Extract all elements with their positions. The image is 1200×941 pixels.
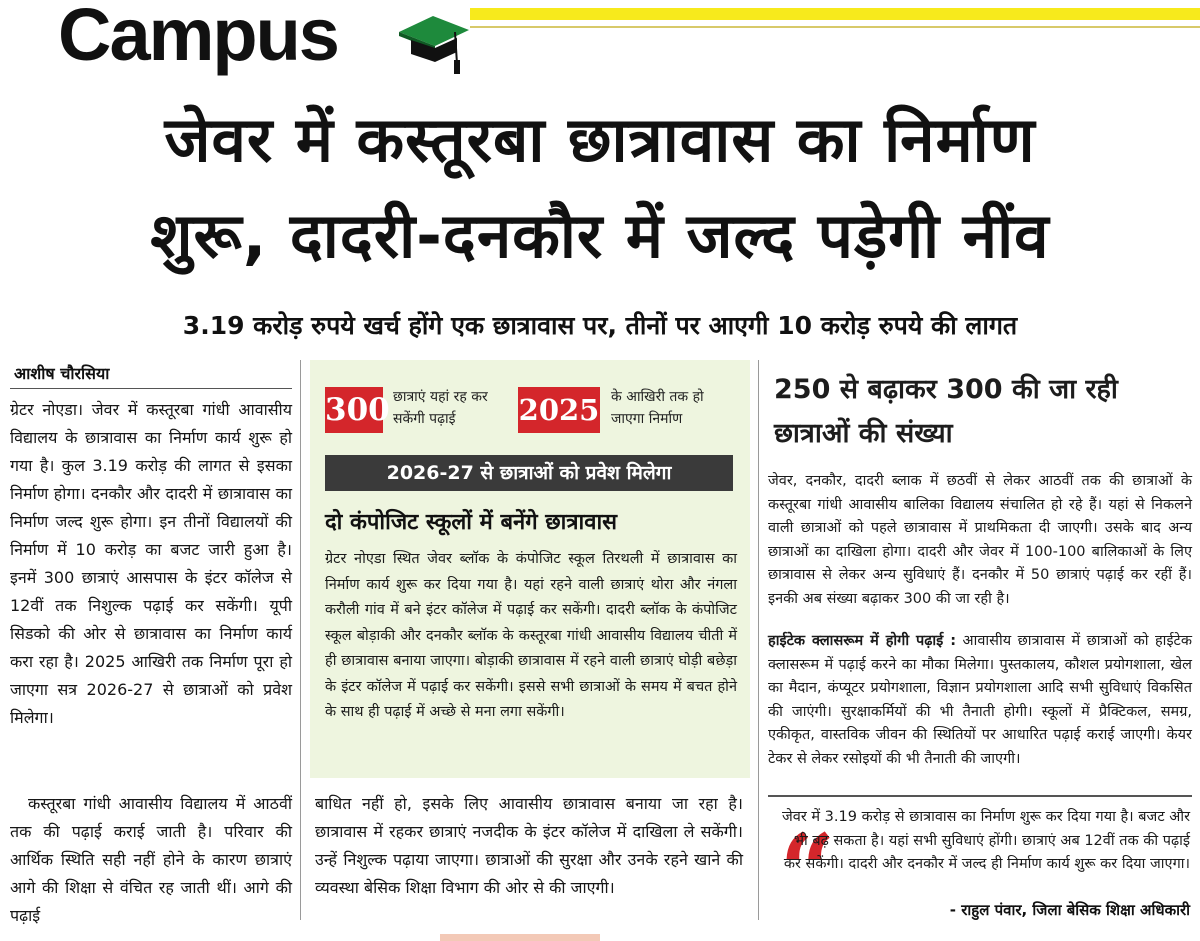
masthead bbox=[0, 0, 1200, 82]
byline: आशीष चौरसिया bbox=[14, 364, 110, 383]
headline-line-1: जेवर में कस्तूरबा छात्रावास का निर्माण bbox=[164, 103, 1036, 176]
column-divider bbox=[300, 360, 301, 920]
next-article-strip bbox=[440, 934, 600, 941]
side-paragraph-1: जेवर, दनकौर, दादरी ब्लाक में छठवीं से लेकर आठवीं तक की छात्राओं के कस्तूरबा गांधी आवासीय बालिका विद्यालय संचालित हो रहे हैं। यहां से निकलने वाली छात्राओं को पहले छात्रावास में प्राथमिकता दी जाएगी। उसके बाद अन्य छात्राओं का दाखिला होगा। दादरी और जेवर में 100-100 बालिकाओं के लिए छात्रावास से लेकर अन्य सुविधाएं हैं। दनकौर में 50 छात्राएं पढ़ाई कर रहीं हैं। इनकी अब संख्या बढ़ाकर 300 की जा रही है। bbox=[768, 473, 1192, 607]
masthead-yellow-band bbox=[470, 8, 1200, 20]
side-paragraph-2 bbox=[768, 630, 1192, 771]
stat-badge-2025-caption: के आखिरी तक हो जाएगा निर्माण bbox=[611, 389, 704, 427]
article-paragraph-2: कस्तूरबा गांधी आवासीय विद्यालय में आठवीं तक की पढ़ाई कराई जाती है। परिवार की आर्थिक स्थिति सही नहीं होने के कारण छात्राएं आगे की शिक्षा से वंचित रह जाती थीं। आगे की पढ़ाई bbox=[10, 794, 292, 925]
masthead-rule bbox=[470, 26, 1200, 28]
quote-divider bbox=[768, 795, 1192, 797]
pull-quote: जेवर में 3.19 करोड़ से छात्रावास का निर्माण शुरू कर दिया गया है। बजट और भी बढ़ सकता है। यहां सभी सुविधाएं होंगी। छात्राएं अब 12वीं तक की पढ़ाई कर सकेंगी। दादरी और दनकौर में जल्द ही निर्माण कार्य शुरू कर दिया जाएगा। bbox=[782, 809, 1190, 872]
side-paragraph-2-lead: हाईटेक क्लासरूम में होगी पढ़ाई : bbox=[768, 633, 957, 649]
quote-attribution: - राहुल पंवार, जिला बेसिक शिक्षा अधिकारी bbox=[949, 901, 1190, 919]
brand-logo-text: Campus bbox=[58, 0, 338, 76]
box-subheading: दो कंपोजिट स्कूलों में बनेंगे छात्रावास bbox=[325, 510, 618, 535]
stat-badge-300: 300 bbox=[325, 387, 383, 433]
stat-badge-2025: 2025 bbox=[518, 387, 600, 433]
box-body-text: ग्रेटर नोएडा स्थित जेवर ब्लॉक के कंपोजिट स्कूल तिरथली में छात्रावास का निर्माण कार्य शुरू कर दिया गया है। यहां रहने वाली छात्राएं थोरा और नंगला करौली गांव में बने इंटर कॉलेज में पढ़ाई कर सकेंगी। दादरी ब्लॉक के कंपोजिट स्कूल बोड़ाकी और दनकौर ब्लॉक के कस्तूरबा गांधी आवासीय विद्यालय चीती में ही छात्रावास बनाया जाएगा। बोड़ाकी छात्रावास में रहने वाली छात्राएं घोड़ी बछेड़ा के इंटर कॉलेज में पढ़ाई कर सकेंगी। इससे सभी छात्राओं के समय में बचत होने के साथ ही पढ़ाई में अच्छे से मना लगा सकेंगी। bbox=[325, 551, 737, 720]
article-paragraph-1: ग्रेटर नोएडा। जेवर में कस्तूरबा गांधी आवासीय विद्यालय के छात्रावास का निर्माण कार्य शुरू हो गया है। कुल 3.19 करोड़ की लागत से इसका निर्माण होगा। दनकौर और दादरी में छात्रावास का निर्माण जल्द शुरू होगा। इन तीनों विद्यालयों की निर्माण में 10 करोड़ का बजट जारी हुआ है। इनमें 300 छात्राएं आसपास के इंटर कॉलेज से 12वीं तक निशुल्क पढ़ाई कर सकेंगी। यूपी सिडको की ओर से छात्रावास का निर्माण कार्य करा रहा है। 2025 आखिरी तक निर्माण पूरा हो जाएगा सत्र 2026-27 से छात्राओं को प्रवेश मिलेगा। bbox=[10, 400, 292, 727]
byline-divider bbox=[10, 388, 292, 389]
side-paragraph-2-text: आवासीय छात्रावास में छात्राओं को हाईटेक क्लासरूम में पढ़ाई करने का मौका मिलेगा। पुस्तकालय, कौशल प्रयोगशाला, खेल का मैदान, कंप्यूटर प्रयोगशाला, विज्ञान प्रयोगशाला आदि सभी सुविधाएं विकसित की जाएंगी। सुरक्षाकर्मियों की भी तैनाती होगी। स्कूलों में प्रैक्टिकल, समग्र, एकीकृत, वास्तविक जीवन की स्थितियों पर आधारित पढ़ाई कराई जाएगी। केयर टेकर से लेकर रसोइयों की भी तैनाती की जाएगी। bbox=[768, 633, 1193, 767]
subheadline: 3.19 करोड़ रुपये खर्च होंगे एक छात्रावास पर, तीनों पर आएगी 10 करोड़ रुपये की लागत bbox=[182, 311, 1018, 340]
column-divider bbox=[758, 360, 759, 920]
quote-mark-icon: “ bbox=[780, 813, 836, 926]
graduation-cap-icon bbox=[393, 2, 473, 76]
stat-badge-300-caption: छात्राएं यहां रह कर सकेंगी पढ़ाई bbox=[393, 389, 488, 427]
admission-banner: 2026-27 से छात्राओं को प्रवेश मिलेगा bbox=[325, 455, 733, 491]
headline-line-2: शुरू, दादरी-दनकौर में जल्द पड़ेगी नींव bbox=[150, 199, 1050, 272]
side-heading: 250 से बढ़ाकर 300 की जा रही छात्राओं की संख्या bbox=[774, 374, 1118, 449]
article-continuation: बाधित नहीं हो, इसके लिए आवासीय छात्रावास बनाया जा रहा है। छात्रावास में रहकर छात्राएं नजदीक के इंटर कॉलेज में दाखिला ले सकेंगी। उन्हें निशुल्क पढ़ाया जाएगा। छात्राओं की सुरक्षा और उनके रहने खाने की व्यवस्था बेसिक शिक्षा विभाग की ओर से की जाएगी। bbox=[315, 794, 743, 897]
